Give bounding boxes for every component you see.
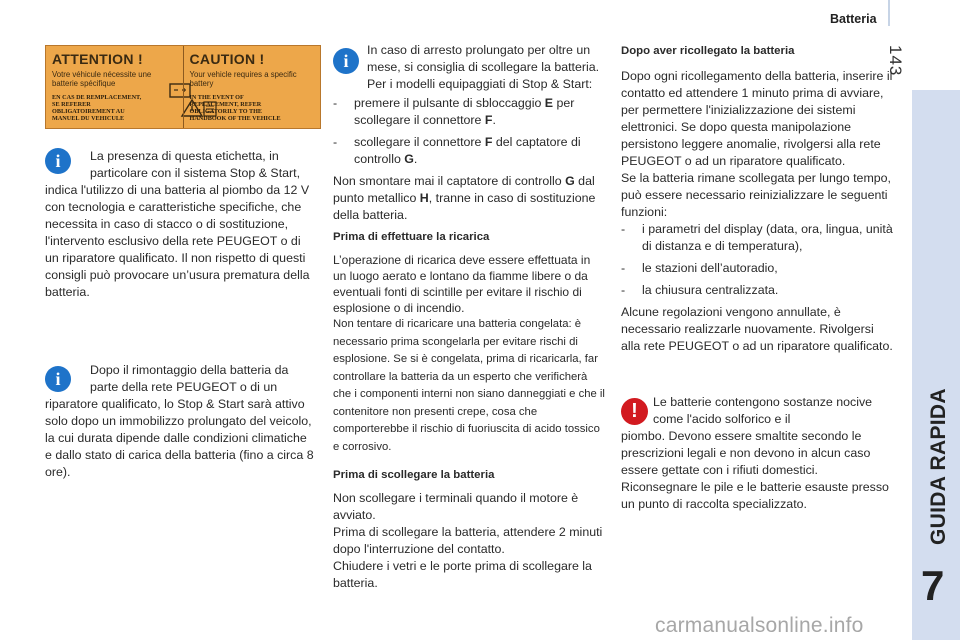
chapter-tab-label: GUIDA RAPIDA	[927, 388, 950, 545]
paragraph: Chiudere i vetri e le porte prima di scollegare la batteria.	[333, 559, 592, 590]
info-text-rest: riparatore qualificato, lo Stop & Start sarà attivo solo dopo un immobilizzo prolungato del veicolo, la cui durata dipende dalle condizioni climatiche e dallo stato di carica della batteria (fino a circa 8 ore).	[45, 397, 314, 479]
paragraph: L’operazione di ricarica deve essere effettuata in un luogo aerato e lontano da fiamme libere o da eventuali fonti di scintille per evitare il rischio di esplosione o di incendio.	[333, 253, 591, 315]
list-item: - le stazioni dell’autoradio,	[621, 260, 893, 277]
warning-block-recycling	[621, 394, 893, 513]
list-item-text: le stazioni dell’autoradio,	[642, 261, 778, 275]
paragraph: Non scollegare i terminali quando il motore è avviato.	[333, 491, 579, 522]
key-letter: G	[565, 174, 575, 188]
header-rule	[888, 0, 890, 26]
list-item-text: scollegare il connettore	[354, 135, 485, 149]
label-right-text: Your vehicle requires a specific battery	[189, 70, 297, 88]
label-left-caps: EN CAS DE REMPLACEMENT, SE REFERER OBLIGATOIREMENT AU MANUEL DU VEHICULE	[52, 94, 142, 122]
info-block-stop-start	[45, 362, 317, 481]
chapter-side-tab	[912, 90, 960, 640]
column-right	[621, 43, 893, 513]
subheading: Dopo aver ricollegato la batteria	[621, 45, 795, 57]
key-letter: H	[419, 191, 429, 205]
list-item-text: premere il pulsante di sbloccaggio	[354, 96, 545, 110]
label-left-heading: ATTENTION !	[52, 51, 143, 67]
watermark: carmanualsonline.info	[655, 614, 864, 637]
warning-icon: !	[621, 398, 648, 425]
label-english-half	[183, 46, 321, 128]
label-french-half	[46, 46, 183, 128]
info-block-disconnect	[333, 42, 605, 93]
paragraph: Non smontare mai il captatore di controllo G dal punto metallico H, tranne in caso di sostituzione della batteria.	[333, 174, 596, 222]
chapter-number: 7	[921, 562, 945, 609]
list-item-text: per scollegare il connettore	[354, 96, 575, 127]
list-item: - i parametri del display (data, ora, lingua, unità di distanza e di temperatura),	[621, 222, 893, 253]
info-text-first-lines: Dopo il rimontaggio della batteria da parte della rete PEUGEOT o di un	[90, 363, 289, 394]
list-item: - la chiusura centralizzata.	[621, 282, 893, 299]
list-item-text: .	[492, 113, 496, 127]
label-left-text: Votre véhicule nécessite une batterie spécifique	[52, 70, 152, 88]
list-item: - scollegare il connettore F del captatore di controllo G.	[333, 135, 581, 166]
battery-warning-label	[45, 45, 321, 129]
info-icon: i	[45, 148, 71, 174]
paragraph: Non tentare di ricaricare una batteria congelata: è necessario prima scongelarla per evitare rischi di esplosione. Se si è congelata, prima di ricaricarla, far controllare la batteria da un esperto che verificherà che i componenti interni non siano danneggiati e che il contenitore non presenti crepe, cosa che comporterebbe il rischio di fuoriuscita di acido tossico e corrosivo.	[333, 318, 605, 453]
key-letter: E	[544, 96, 554, 110]
list-item-text: la chiusura centralizzata.	[642, 283, 779, 297]
column-left	[45, 148, 317, 481]
info-text: In caso di arresto prolungato per oltre un mese, si consiglia di scollegare la batteria. Per i modelli equipaggiati di Stop & Start:	[367, 43, 600, 91]
page-number: 143	[886, 45, 905, 77]
label-right-caps: IN THE EVENT OF REPLACEMENT, REFER OBLIGATORILY TO THE HANDBOOK OF THE VEHICLE	[189, 94, 281, 122]
info-block-label	[45, 148, 317, 301]
paragraph: Alcune regolazioni vengono annullate, è necessario realizzarle nuovamente. Rivolgersi alla rete PEUGEOT o ad un riparatore qualificato.	[621, 305, 893, 353]
key-letter: G	[404, 152, 414, 166]
key-letter: F	[484, 135, 493, 149]
paragraph: Dopo ogni ricollegamento della batteria, inserire il contatto ed attendere 1 minuto prima di avviare, per permettere l'inizializzazione dei sistemi elettronici. Se dopo questa manipolazione persistono leggere anomalie, rivolgersi alla rete PEUGEOT o ad un riparatore qualificato.	[621, 69, 893, 168]
section-title: Batteria	[830, 12, 877, 26]
warning-text-first-lines: Le batterie contengono sostanze nocive come l'acido solforico e il	[653, 395, 873, 426]
info-icon: i	[45, 366, 71, 392]
label-right-heading: CAUTION !	[189, 51, 265, 67]
subheading: Prima di effettuare la ricarica	[333, 231, 490, 243]
info-icon: i	[333, 48, 359, 74]
info-text-rest: indica l'utilizzo di una batteria al piombo da 12 V con tecnologia e caratteristiche specifiche, che necessita in caso di stacco o di sostituzione, l'intervento esclusivo della rete PEUGEOT o di un riparatore qualificato. Il non rispetto di questi consigli può provocare un’usura prematura della batteria.	[45, 183, 310, 299]
info-text-first-lines: La presenza di questa etichetta, in particolare con il sistema Stop & Start,	[90, 149, 301, 180]
column-middle	[333, 42, 605, 592]
subheading: Prima di scollegare la batteria	[333, 469, 495, 481]
warning-text-rest: piombo. Devono essere smaltite secondo le prescrizioni legali e non devono in alcun caso essere gettate con i rifiuti domestici. Riconsegnare le pile e le batterie esauste presso un punto di raccolta specializzato.	[621, 429, 889, 511]
list-item-text: i parametri del display (data, ora, lingua, unità di distanza e di temperatura),	[642, 222, 893, 253]
list-item: - premere il pulsante di sbloccaggio E per scollegare il connettore F.	[333, 96, 575, 127]
list-item-text: .	[413, 152, 418, 166]
key-letter: F	[484, 113, 493, 127]
list-item-text: del captatore di controllo	[354, 135, 581, 166]
paragraph: Prima di scollegare la batteria, attendere 2 minuti dopo l'interruzione del contatto.	[333, 525, 603, 556]
paragraph: Se la batteria rimane scollegata per lungo tempo, può essere necessario reinizializzare le seguenti funzioni:	[621, 171, 891, 219]
